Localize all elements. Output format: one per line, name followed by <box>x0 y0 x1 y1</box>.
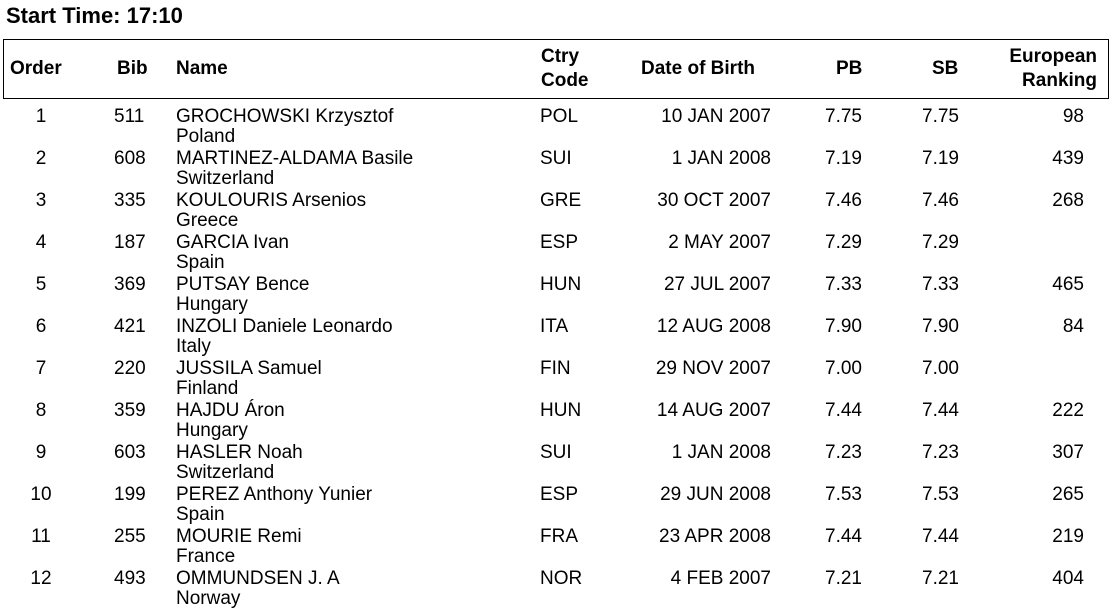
cell-date-of-birth: 23 APR 2008 <box>659 526 771 547</box>
table-row <box>0 106 1112 148</box>
cell-order: 8 <box>35 400 47 421</box>
cell-european-ranking: 219 <box>1052 526 1084 547</box>
cell-european-ranking: 84 <box>1062 316 1084 337</box>
cell-date-of-birth: 29 NOV 2007 <box>655 358 771 379</box>
cell-country-code: GRE <box>540 190 582 211</box>
cell-country-name: Hungary <box>176 294 248 315</box>
cell-sb: 7.29 <box>922 232 959 253</box>
cell-order: 1 <box>35 106 47 127</box>
table-row <box>0 190 1112 232</box>
cell-name: GARCIA Ivan <box>176 232 289 253</box>
cell-country-code: NOR <box>540 568 583 589</box>
cell-country-name: Switzerland <box>176 168 275 189</box>
cell-country-code: HUN <box>540 400 582 421</box>
cell-name: MOURIE Remi <box>176 526 302 547</box>
cell-bib: 359 <box>114 400 146 421</box>
cell-sb: 7.44 <box>922 526 959 547</box>
table-header <box>3 39 1109 99</box>
cell-order: 7 <box>35 358 47 379</box>
header-ctry-line2: Code <box>541 70 589 91</box>
cell-sb: 7.75 <box>922 106 959 127</box>
cell-sb: 7.23 <box>922 442 959 463</box>
cell-order: 11 <box>31 526 51 547</box>
cell-date-of-birth: 29 JUN 2008 <box>660 484 771 505</box>
cell-european-ranking: 465 <box>1052 274 1084 295</box>
cell-order: 2 <box>35 148 47 169</box>
cell-european-ranking: 307 <box>1052 442 1084 463</box>
cell-country-code: ITA <box>540 316 569 337</box>
cell-bib: 335 <box>114 190 146 211</box>
cell-country-code: SUI <box>540 442 572 463</box>
cell-pb: 7.00 <box>825 358 862 379</box>
header-ctry-line1: Ctry <box>541 46 580 67</box>
header-sb: SB <box>932 58 959 79</box>
cell-name: PEREZ Anthony Yunier <box>176 484 373 505</box>
table-row <box>0 232 1112 274</box>
cell-date-of-birth: 14 AUG 2007 <box>656 400 771 421</box>
cell-order: 6 <box>35 316 47 337</box>
cell-country-name: Spain <box>176 252 225 273</box>
table-row <box>0 148 1112 190</box>
cell-country-name: Spain <box>176 504 225 525</box>
header-ranking-line1: European <box>1009 46 1097 67</box>
cell-country-code: FIN <box>540 358 571 379</box>
cell-country-name: Finland <box>176 378 239 399</box>
cell-european-ranking: 268 <box>1052 190 1084 211</box>
cell-country-code: SUI <box>540 148 572 169</box>
cell-country-code: HUN <box>540 274 582 295</box>
cell-sb: 7.90 <box>922 316 959 337</box>
cell-sb: 7.00 <box>922 358 959 379</box>
table-row <box>0 568 1112 610</box>
cell-order: 9 <box>35 442 47 463</box>
cell-bib: 511 <box>114 106 145 127</box>
cell-date-of-birth: 27 JUL 2007 <box>663 274 771 295</box>
cell-european-ranking: 265 <box>1052 484 1084 505</box>
cell-name: JUSSILA Samuel <box>176 358 322 379</box>
cell-country-name: Italy <box>176 336 211 357</box>
cell-date-of-birth: 1 JAN 2008 <box>671 148 771 169</box>
cell-name: INZOLI Daniele Leonardo <box>176 316 393 337</box>
header-bib: Bib <box>117 58 148 79</box>
cell-pb: 7.46 <box>825 190 862 211</box>
cell-order: 3 <box>35 190 47 211</box>
cell-european-ranking: 98 <box>1062 106 1084 127</box>
cell-date-of-birth: 4 FEB 2007 <box>670 568 771 589</box>
cell-name: PUTSAY Bence <box>176 274 310 295</box>
cell-country-name: Poland <box>176 126 236 147</box>
cell-european-ranking: 222 <box>1052 400 1084 421</box>
cell-country-name: Norway <box>176 588 241 609</box>
cell-order: 4 <box>35 232 47 253</box>
cell-country-name: Greece <box>176 210 239 231</box>
cell-name: GROCHOWSKI Krzysztof <box>176 106 394 127</box>
cell-country-name: Hungary <box>176 420 248 441</box>
cell-bib: 608 <box>114 148 146 169</box>
cell-country-code: ESP <box>540 484 579 505</box>
cell-pb: 7.44 <box>825 526 862 547</box>
header-name: Name <box>176 58 228 79</box>
cell-bib: 255 <box>114 526 146 547</box>
cell-sb: 7.21 <box>922 568 959 589</box>
cell-bib: 493 <box>114 568 146 589</box>
table-row <box>0 358 1112 400</box>
cell-date-of-birth: 12 AUG 2008 <box>656 316 771 337</box>
cell-country-code: POL <box>540 106 579 127</box>
header-pb: PB <box>836 58 863 79</box>
cell-bib: 603 <box>114 442 146 463</box>
table-row <box>0 274 1112 316</box>
cell-name: HAJDU Áron <box>176 400 285 421</box>
cell-sb: 7.19 <box>922 148 959 169</box>
cell-pb: 7.53 <box>825 484 862 505</box>
cell-date-of-birth: 30 OCT 2007 <box>657 190 771 211</box>
cell-name: KOULOURIS Arsenios <box>176 190 367 211</box>
cell-pb: 7.21 <box>825 568 862 589</box>
table-row <box>0 442 1112 484</box>
cell-name: OMMUNDSEN J. A <box>176 568 340 589</box>
table-row <box>0 526 1112 568</box>
cell-bib: 421 <box>114 316 146 337</box>
cell-name: MARTINEZ-ALDAMA Basile <box>176 148 414 169</box>
cell-pb: 7.33 <box>825 274 862 295</box>
cell-sb: 7.46 <box>922 190 959 211</box>
cell-country-name: France <box>176 546 236 567</box>
cell-sb: 7.44 <box>922 400 959 421</box>
header-dob: Date of Birth <box>641 58 755 79</box>
cell-pb: 7.75 <box>825 106 862 127</box>
cell-pb: 7.44 <box>825 400 862 421</box>
cell-bib: 199 <box>114 484 146 505</box>
header-ranking-line2: Ranking <box>1022 70 1097 91</box>
cell-bib: 187 <box>114 232 146 253</box>
cell-order: 5 <box>35 274 47 295</box>
cell-name: HASLER Noah <box>176 442 303 463</box>
cell-bib: 369 <box>114 274 146 295</box>
cell-pb: 7.90 <box>825 316 862 337</box>
cell-sb: 7.33 <box>922 274 959 295</box>
cell-pb: 7.19 <box>825 148 862 169</box>
cell-pb: 7.29 <box>825 232 862 253</box>
cell-country-code: FRA <box>540 526 578 547</box>
cell-date-of-birth: 2 MAY 2007 <box>668 232 771 253</box>
header-order: Order <box>10 58 62 79</box>
cell-country-name: Switzerland <box>176 462 275 483</box>
table-row <box>0 484 1112 526</box>
cell-date-of-birth: 1 JAN 2008 <box>671 442 771 463</box>
cell-pb: 7.23 <box>825 442 862 463</box>
start-time-title: Start Time: 17:10 <box>6 3 183 28</box>
cell-european-ranking: 404 <box>1052 568 1084 589</box>
cell-bib: 220 <box>114 358 146 379</box>
cell-sb: 7.53 <box>922 484 959 505</box>
cell-country-code: ESP <box>540 232 579 253</box>
cell-order: 10 <box>30 484 52 505</box>
cell-date-of-birth: 10 JAN 2007 <box>661 106 771 127</box>
table-row <box>0 400 1112 442</box>
cell-european-ranking: 439 <box>1052 148 1084 169</box>
table-row <box>0 316 1112 358</box>
cell-order: 12 <box>30 568 52 589</box>
